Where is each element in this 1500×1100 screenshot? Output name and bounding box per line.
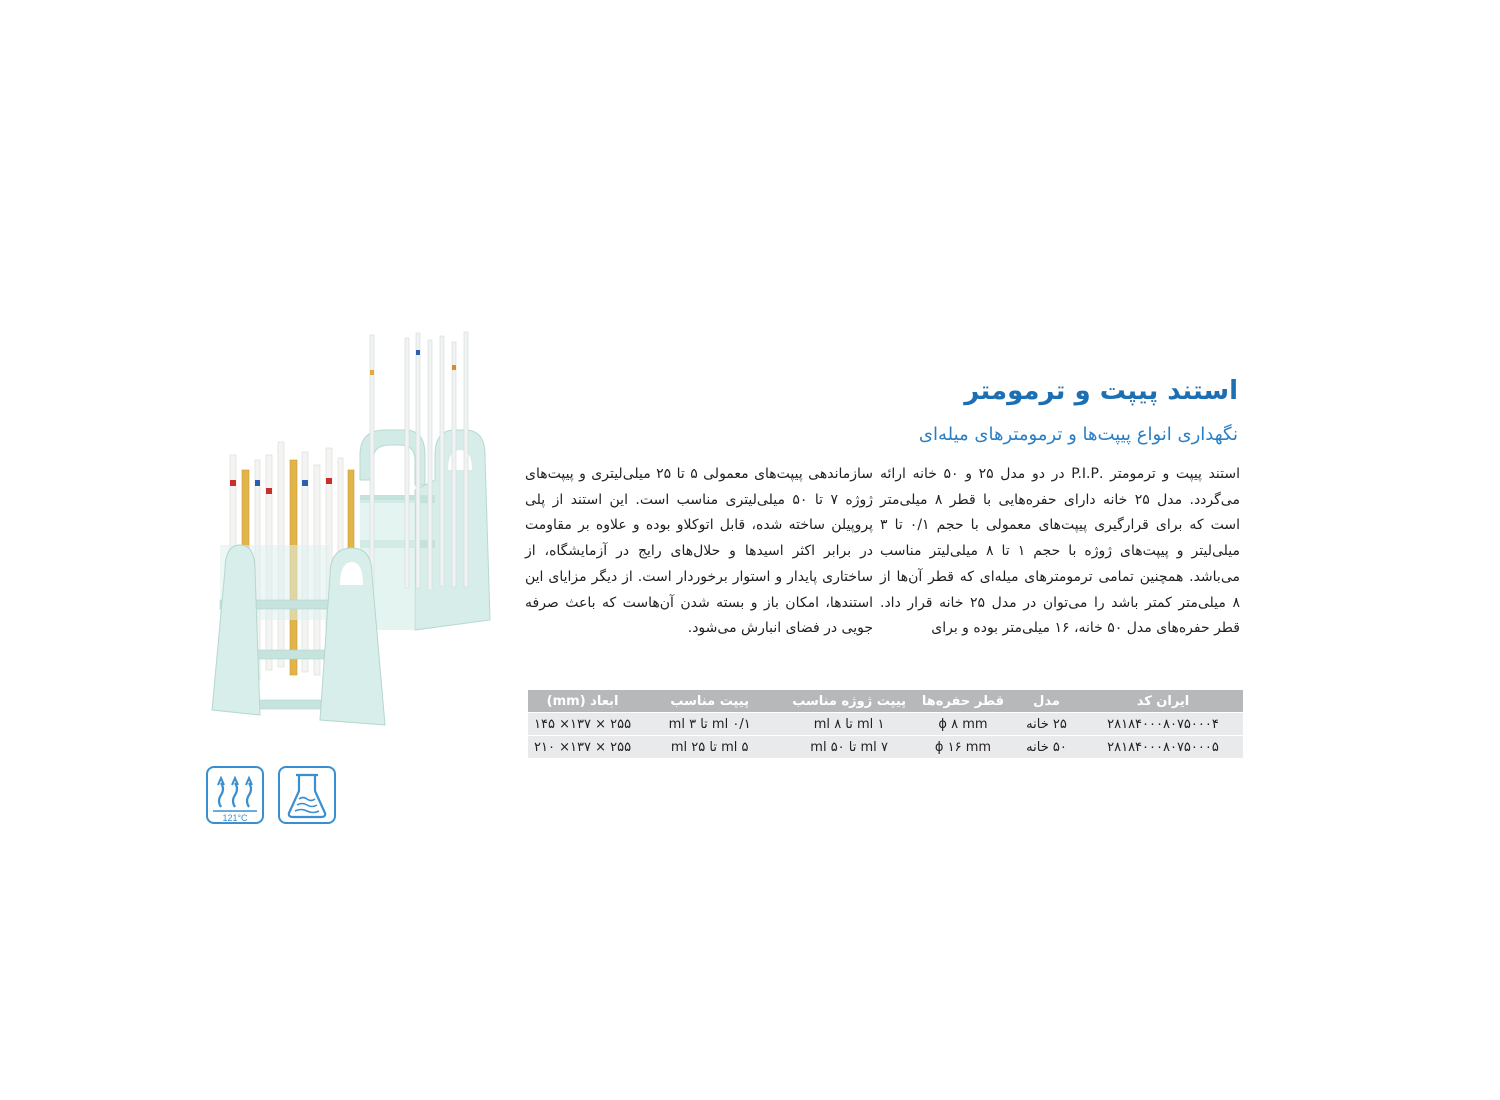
page-title: استند پیپت و ترمومتر (964, 376, 1238, 406)
description-column-right: استند پیپت و ترمومتر .P.I.P در دو مدل ۲۵ و ۵۰ خانه ارائه می‌گردد. مدل ۲۵ خانه دارای حفره‌هایی با قطر ۸ میلی‌متر است که برای قرارگیری پیپت‌های معمولی با حجم ۰/۱ تا ۳ میلی‌لیتر و پیپت‌های ژوژه با حجم ۱ تا ۸ میلی‌لیتر مناسب می‌باشد. همچنین تمامی ترمومترهای میله‌ای که قطر آن‌ها از ۸ میلی‌متر کمتر باشد را می‌توان در مدل ۲۵ خانه قرار داد. قطر حفره‌های مدل ۵۰ خانه، ۱۶ میلی‌متر بوده و برای (880, 466, 1241, 637)
header-dimensions: ابعاد (mm) (528, 690, 637, 713)
spec-table (528, 690, 1243, 758)
header-hole-diameter: قطر حفره‌ها (916, 690, 1010, 713)
cell-iran-code: ۲۸۱۸۴۰۰۰۸۰۷۵۰۰۰۴ (1083, 713, 1243, 736)
autoclave-heat-icon (205, 765, 265, 825)
cell-dimensions: ۲۵۵ × ۱۳۷× ۱۴۵ (528, 713, 637, 736)
cell-iran-code: ۲۸۱۸۴۰۰۰۸۰۷۵۰۰۰۵ (1083, 736, 1243, 759)
header-iran-code: ایران کد (1083, 690, 1243, 713)
feature-icons (205, 765, 340, 827)
cell-model: ۲۵ خانه (1010, 713, 1083, 736)
table-row (528, 736, 1243, 759)
table-row (528, 713, 1243, 736)
cell-hole-diameter: ϕ ۱۶ mm (916, 736, 1010, 759)
cell-hole-diameter: ϕ ۸ mm (916, 713, 1010, 736)
cell-suitable-pipette: ۰/۱ ml تا ۳ ml (637, 713, 782, 736)
cell-model: ۵۰ خانه (1010, 736, 1083, 759)
page-subtitle: نگهداری انواع پیپت‌ها و ترمومترهای میله‌ای (918, 424, 1238, 445)
front-rack (212, 545, 385, 725)
back-rack (360, 430, 490, 630)
autoclave-temperature-label: 121°C (222, 813, 248, 823)
cell-volumetric-pipette: ۷ ml تا ۵۰ ml (782, 736, 916, 759)
header-model: مدل (1010, 690, 1083, 713)
cell-dimensions: ۲۵۵ × ۱۳۷× ۲۱۰ (528, 736, 637, 759)
product-photo-pipette-racks (200, 330, 500, 750)
description-column-left: سازماندهی پیپت‌های معمولی ۵ تا ۲۵ میلی‌لیتری و پیپت‌های ژوژه ۷ تا ۵۰ میلی‌لیتری مناسب است. این استند از پلی پروپیلن ساخته شده، قابل اتوکلاو بوده و علاوه بر مقاومت در برابر اکثر اسیدها و حلال‌های رایج در آزمایشگاه، از ساختاری پایدار و استوار برخوردار است. از دیگر مزایای این استندها، امکان باز و بسته شدن آن‌هاست که باعث صرفه جویی در فضای انبارش می‌شود. (525, 466, 874, 637)
cell-volumetric-pipette: ۱ ml تا ۸ ml (782, 713, 916, 736)
table-header-row (528, 690, 1243, 713)
header-suitable-pipette: پیپت مناسب (637, 690, 782, 713)
header-volumetric-pipette: پیپت ژوژه مناسب (782, 690, 916, 713)
chemical-resistance-flask-icon (277, 765, 337, 825)
cell-suitable-pipette: ۵ ml تا ۲۵ ml (637, 736, 782, 759)
